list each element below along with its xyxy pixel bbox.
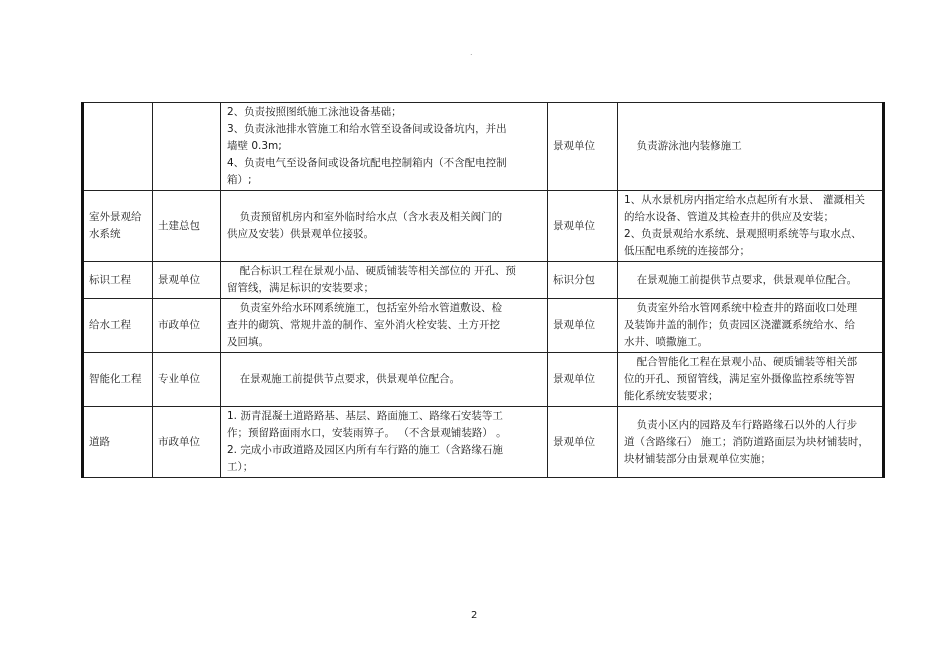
- cell-text-line: 2、负责按照图纸施工泳池设备基础；: [227, 106, 402, 118]
- header-dot: .: [470, 48, 473, 57]
- cell-text-line: 块材铺装部分由景观单位实施；: [624, 452, 771, 465]
- cell-text-line: 4、负责电气至设备间或设备坑配电控制箱内（不含配电控制: [227, 157, 507, 169]
- cell-text-line: 水井、喷撒施工。: [624, 336, 708, 348]
- cell-text-line: 配合智能化工程在景观小品、硬质铺装等相关部: [636, 356, 858, 368]
- scope-description-cell: [221, 353, 548, 407]
- responsible-party-cell: 市政单位: [153, 299, 221, 353]
- cell-text-line: 3、负责泳池排水管施工和给水管至设备间或设备坑内，并出: [227, 123, 507, 135]
- cell-text-line: 查井的砌筑、常规井盖的制作、室外消火栓安装、土方开挖: [227, 319, 500, 331]
- cell-text-line: 供应及安装）供景观单位接驳。: [227, 228, 374, 240]
- cell-text-line: 作；预留路面雨水口，安装雨箅子。 （不含景观铺装路） 。: [227, 427, 507, 439]
- project-name-cell: [83, 353, 153, 407]
- responsible-party-cell: [153, 103, 221, 191]
- table-row: [83, 262, 884, 299]
- scope-description-cell: [221, 407, 548, 478]
- project-name-cell: [83, 299, 153, 353]
- cell-text-line: 工）；: [227, 461, 254, 473]
- cell-text-line: 位的开孔、预留管线，满足室外摄像监控系统等智: [624, 373, 855, 385]
- cell-text-line: 墙壁 0.3m;: [227, 140, 282, 152]
- cell-text-line: 道路: [89, 435, 110, 448]
- cell-text-line: 及装饰井盖的制作；负责园区浇灌溉系统给水、给: [624, 319, 855, 331]
- cell-text-line: 智能化工程: [89, 373, 142, 385]
- page-number: 2: [471, 610, 478, 621]
- responsible-party-cell: 景观单位: [153, 262, 221, 299]
- cell-text-line: 负责游泳池内装修施工: [636, 140, 742, 152]
- cell-text-line: 负责室外给水环网系统施工，包括室外给水管道敷设、检: [239, 302, 503, 314]
- cell-text-line: 2. 完成小市政道路及园区内所有车行路的施工（含路缘石施: [227, 444, 503, 456]
- project-name-cell: [83, 191, 153, 262]
- cooperating-scope-cell: [618, 353, 884, 407]
- cell-text-line: 标识工程: [89, 273, 131, 286]
- scope-description-cell: [221, 103, 548, 191]
- cell-text-line: 的给水设备、管道及其检查井的供应及安装；: [624, 211, 834, 223]
- cell-text-line: 1、从水景机房内指定给水点起所有水景、 灌溉相关: [624, 194, 866, 206]
- cell-text-line: 留管线，满足标识的安装要求；: [227, 282, 374, 294]
- cell-text-line: 负责预留机房内和室外临时给水点（含水表及相关阀门的: [239, 211, 503, 223]
- cell-text-line: 在景观施工前提供节点要求，供景观单位配合。: [239, 373, 461, 385]
- responsible-party-cell: 土建总包: [153, 191, 221, 262]
- table-row: [83, 299, 884, 353]
- cooperating-unit-cell: 标识分包: [548, 262, 618, 299]
- responsible-party-cell: 专业单位: [153, 353, 221, 407]
- cell-text-line: 配合标识工程在景观小品、硬质铺装等相关部位的 开孔、预: [239, 265, 516, 277]
- table-row: [83, 407, 884, 478]
- cell-text-line: 道（含路缘石） 施工；消防道路面层为块材铺装时，: [624, 435, 869, 448]
- table-row: [83, 191, 884, 262]
- project-name-cell: [83, 103, 153, 191]
- project-name-cell: [83, 407, 153, 478]
- table-row: [83, 103, 884, 191]
- cooperating-scope-cell: [618, 407, 884, 478]
- cell-text-line: 在景观施工前提供节点要求，供景观单位配合。: [636, 273, 858, 286]
- cooperating-scope-cell: [618, 103, 884, 191]
- cell-text-line: 室外景观给: [89, 211, 142, 223]
- responsible-party-cell: 市政单位: [153, 407, 221, 478]
- cell-text-line: 箱）;: [227, 174, 252, 186]
- cell-text-line: 1. 沥青混凝土道路路基、基层、路面施工、路缘石安装等工: [227, 410, 503, 422]
- cooperating-scope-cell: [618, 262, 884, 299]
- cooperating-unit-cell: 景观单位: [548, 299, 618, 353]
- cooperating-scope-cell: [618, 299, 884, 353]
- table-row: [83, 353, 884, 407]
- scope-description-cell: [221, 191, 548, 262]
- cell-text-line: 低压配电系统的连接部分；: [624, 245, 750, 257]
- cooperating-unit-cell: 景观单位: [548, 103, 618, 191]
- cell-text-line: 给水工程: [89, 319, 131, 331]
- cooperating-unit-cell: 景观单位: [548, 191, 618, 262]
- cell-text-line: 2、负责景观给水系统、景观照明系统等与取水点、: [624, 228, 862, 240]
- cooperating-scope-cell: [618, 191, 884, 262]
- cell-text-line: 能化系统安装要求；: [624, 390, 719, 402]
- cell-text-line: 及回填。: [227, 336, 269, 348]
- scope-description-cell: [221, 299, 548, 353]
- scope-description-cell: [221, 262, 548, 299]
- cell-text-line: 负责室外给水管网系统中检查井的路面收口处理: [636, 302, 858, 314]
- cell-text-line: 负责小区内的园路及车行路路缘石以外的人行步: [636, 418, 858, 431]
- cell-text-line: 水系统: [89, 228, 121, 240]
- project-name-cell: [83, 262, 153, 299]
- responsibility-table: [81, 102, 885, 478]
- cooperating-unit-cell: 景观单位: [548, 353, 618, 407]
- cooperating-unit-cell: 景观单位: [548, 407, 618, 478]
